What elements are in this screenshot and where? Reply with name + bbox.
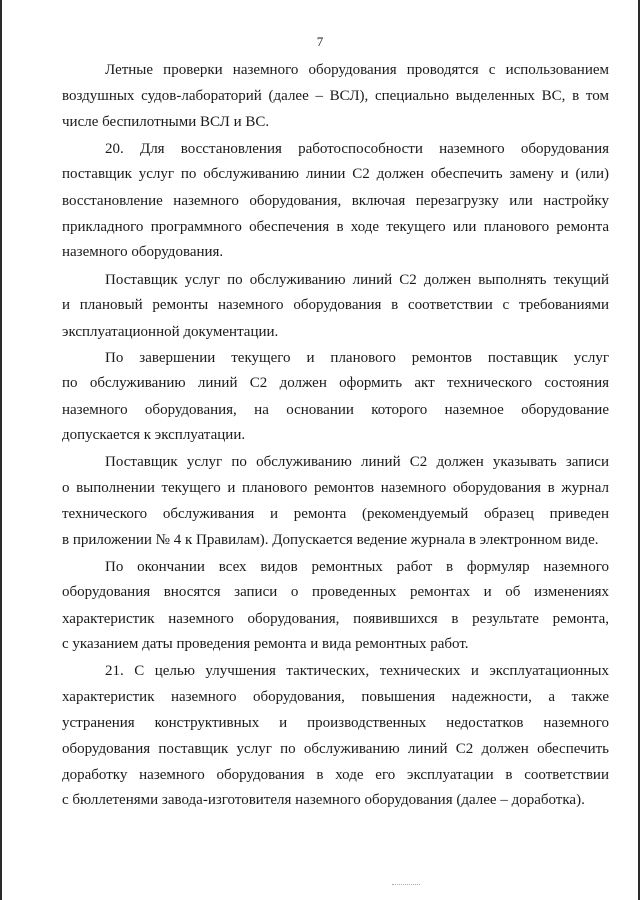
paragraph-line: наземного оборудования. (62, 244, 224, 260)
page-number: 7 (316, 34, 324, 49)
paragraph-line: характеристик наземного оборудования, появившихся в результате ремонта, (62, 611, 609, 627)
paragraph-line: о выполнении текущего и планового ремонтов наземного оборудования в журнал (62, 480, 609, 496)
paragraph-line: числе беспилотными ВСЛ и ВС. (62, 114, 270, 130)
paragraph-line: 20. Для восстановления работоспособности наземного оборудования (105, 141, 609, 157)
paragraph-line: Летные проверки наземного оборудования проводятся с использованием (105, 62, 609, 78)
paragraph-line: Поставщик услуг по обслуживанию линий С2 должен указывать записи (105, 454, 609, 470)
paragraph-line: технического обслуживания и ремонта (рекомендуемый образец приведен (62, 506, 609, 522)
paragraph-line: характеристик наземного оборудования, повышения надежности, а также (62, 689, 609, 705)
paragraph-line: в приложении № 4 к Правилам). Допускается ведение журнала в электронном виде. (62, 532, 599, 548)
paragraph-line: По завершении текущего и планового ремонтов поставщик услуг (105, 350, 609, 366)
paragraph-line: прикладного программного обеспечения в ходе текущего или планового ремонта (62, 219, 609, 235)
scan-border-left (0, 0, 2, 900)
paragraph-line: и плановый ремонты наземного оборудования в соответствии с требованиями (62, 297, 609, 313)
scan-artifact (392, 884, 420, 888)
paragraph-line: эксплуатационной документации. (62, 324, 279, 340)
paragraph-line: допускается к эксплуатации. (62, 427, 246, 443)
paragraph-line: оборудования вносятся записи о проведенных ремонтах и об изменениях (62, 584, 609, 600)
paragraph-line: восстановление наземного оборудования, включая перезагрузку или настройку (62, 193, 609, 209)
paragraph-line: оборудования поставщик услуг по обслуживанию линий С2 должен обеспечить (62, 741, 609, 757)
paragraph-line: по обслуживанию линий С2 должен оформить акт технического состояния (62, 375, 609, 391)
paragraph-line: 21. С целью улучшения тактических, технических и эксплуатационных (105, 663, 609, 679)
paragraph-line: устранения конструктивных и производственных недостатков наземного (62, 715, 609, 731)
paragraph-line: с бюллетенями завода-изготовителя наземного оборудования (далее – доработка). (62, 792, 585, 808)
paragraph-line: Поставщик услуг по обслуживанию линий С2 должен выполнять текущий (105, 272, 609, 288)
paragraph-line: поставщик услуг по обслуживанию линии С2 должен обеспечить замену и (или) (62, 166, 609, 182)
paragraph-line: воздушных судов-лабораторий (далее – ВСЛ), специально выделенных ВС, в том (62, 88, 609, 104)
paragraph-line: с указанием даты проведения ремонта и вида ремонтных работ. (62, 636, 469, 652)
paragraph-line: доработку наземного оборудования в ходе его эксплуатации в соответствии (62, 767, 609, 783)
paragraph-line: наземного оборудования, на основании которого наземное оборудование (62, 402, 609, 418)
paragraph-line: По окончании всех видов ремонтных работ в формуляр наземного (105, 559, 609, 575)
